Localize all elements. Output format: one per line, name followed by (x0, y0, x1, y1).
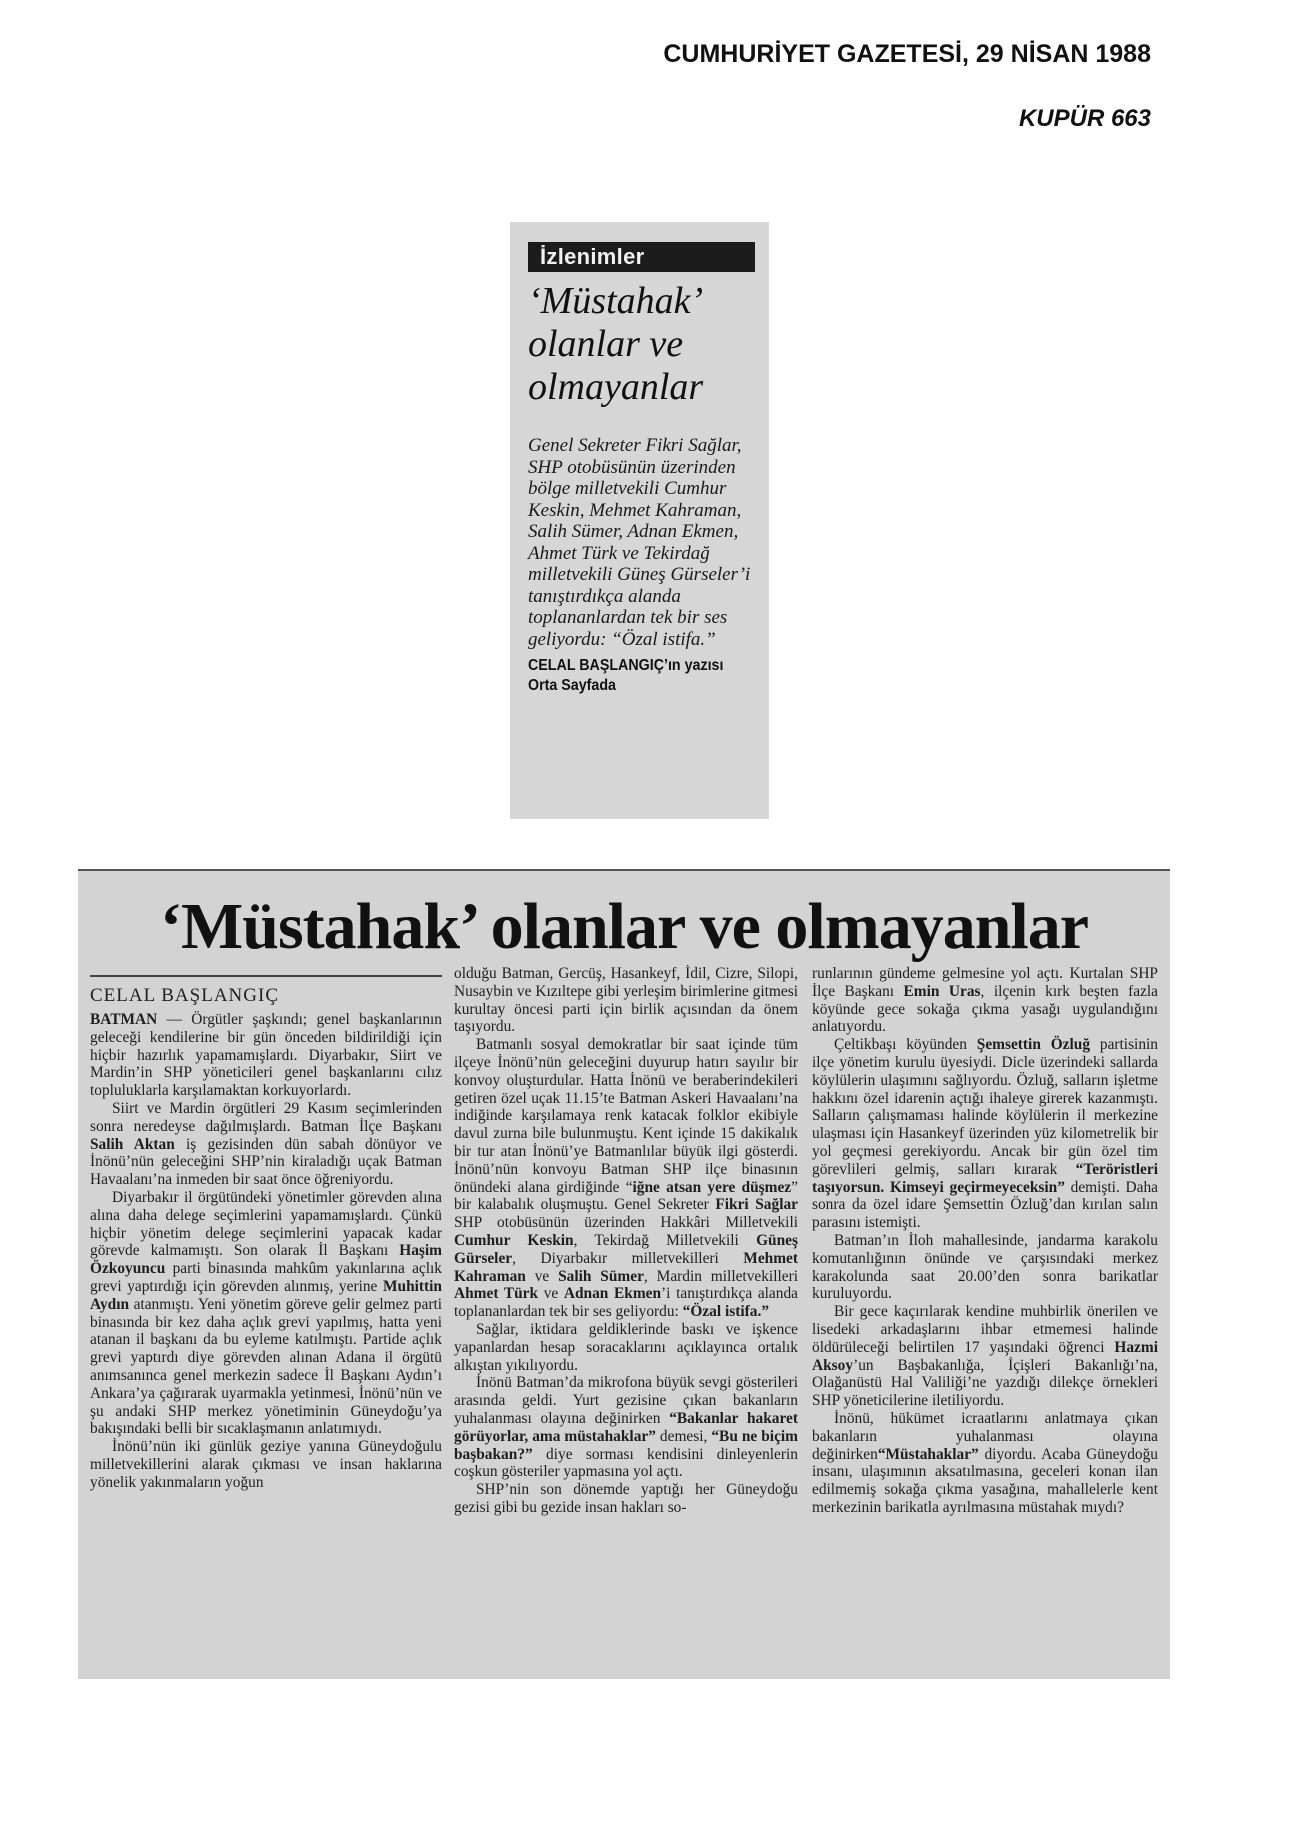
quote: “Müstahaklar” (877, 1445, 979, 1463)
person-name: Fikri Sağlar (715, 1196, 798, 1214)
paragraph-text: , Mardin milletvekilleri (643, 1267, 798, 1285)
article-column-2 (454, 965, 798, 1517)
quote: “Teröristleri taşıyorsun. Kimseyi geçirmeyeceksin” (812, 1160, 1158, 1196)
paragraph: SHP’nin son dönemde yaptığı her Güneydoğu gezisi gibi bu gezide insan hakları so- (454, 1481, 798, 1516)
paragraph-text: Çeltikbaşı köyünden (834, 1036, 977, 1054)
person-name: Mehmet Kahraman (454, 1249, 798, 1285)
person-name: Muhittin Aydın (90, 1277, 442, 1313)
teaser-box (510, 222, 769, 819)
paragraph-text: runlarının gündeme gelmesine yol açtı. Kurtalan SHP İlçe Başkanı (812, 965, 1158, 1000)
paragraph: Batman’ın İloh mahallesinde, jandarma karakolu komutanlığının önünde ve çarşısındaki merkez karakolunda saat 20.00’den sonra barikatlar kuruluyordu. (812, 1231, 1158, 1303)
paragraph-text: demişti. Daha sonra da özel idare Şemsettin Özluğ’dan kırılan salın parasını istemişti. (812, 1178, 1158, 1232)
person-name: Güneş Gürseler (454, 1231, 798, 1267)
article-column-3 (812, 965, 1158, 1517)
paragraph-text: Siirt ve Mardin örgütleri 29 Kasım seçimlerinden sonra neredeyse dağılmışlardı. Batman İlçe Başkanı (90, 1099, 442, 1135)
paragraph-text: Bir gece kaçırılarak kendine muhbirlik önerilen ve lisedeki arkadaşlarını ihbar etmemesi halinde öldürüleceği belirtilen 17 yaşındaki öğrenci (812, 1303, 1158, 1356)
paragraph-text: İnönü Batman’da mikrofona büyük sevgi gösterileri arasında geldi. Yurt gezisine çıkan bakanların yuhalanması olayına değinirken (454, 1374, 798, 1427)
paragraph (812, 1410, 1158, 1517)
person-name: Ahmet Türk (454, 1285, 539, 1303)
paragraph-text: partisinin ilçe yönetim kurulu üyesiydi. Dicle üzerindeki sallarda köylülerin ulaşımını sağlıyordu. Özluğ, salların işletme hakkını özel idarenin açtığı ihaleye girerek kazanmıştı. Salların çalışmaması halinde köylülerin il merkezine ulaşması için Hasankeyf üzerinden yüz kilometrelik bir yol geçmesi gerekiyordu. Ancak bir gün özel tim görevlileri gelmiş, salları kırarak (812, 1036, 1159, 1178)
quote: “Bu ne biçim başbakan?” (454, 1427, 799, 1463)
paragraph (90, 1100, 442, 1189)
paragraph-text: Batmanlı sosyal demokratlar bir saat içinde tüm ilçeye İnönü’nün geleceğini duyurup hatırı sayılır bir konvoy oluşturdular. Hatta İnönü ve beraberindekileri getiren özel uçak 11.15’te Batman Askeri Havaalanı’na indiğinde karşılamaya renk katacak folklor ekibiyle davul zurna bile bulunmuştu. Kent içinde 15 dakikalık bir tur atan İnönü’ye Batmanlılar büyük ilgi gösterdi. İnönü’nün konvoyu Batman SHP ilçe binasının önündeki alana girdiğinde “ (454, 1036, 798, 1196)
person-name: Adnan Ekmen (563, 1285, 662, 1303)
article-rule (78, 869, 1170, 871)
paragraph-text: , ilçenin kırk beşten fazla köyünde gece sokağa çıkma yasağı uygulandığını anlatıyordu. (812, 982, 1159, 1036)
person-name: Şemsettin Özluğ (976, 1036, 1091, 1054)
paragraph-text: ve (538, 1285, 564, 1303)
paragraph-text: ’un Başbakanlığa, İçişleri Bakanlığı’na, Olağanüstü Hal Valiliği’ne yazdığı dilekçe örnekleri SHP yöneticilerine iletiliyordu. (812, 1356, 1158, 1410)
paragraph: İnönü’nün iki günlük geziye yanına Güneydoğulu milletvekillerini alarak çıkması ve insan haklarına yönelik yakınmaların yoğun (90, 1438, 442, 1491)
paragraph (812, 965, 1158, 1036)
paragraph-text: ’i tanıştırdıkça alanda toplananlardan tek bir ses geliyordu: (454, 1285, 798, 1321)
dateline: BATMAN (90, 1011, 158, 1028)
section-tag: İzlenimler (528, 242, 755, 272)
paragraph-text: parti binasında mahkûm yakınlarına açlık grevi yaptırdığı için görevden alınmış, yerine (90, 1260, 442, 1295)
teaser-summary: Genel Sekreter Fikri Sağlar, SHP otobüsünün üzerinden bölge milletvekili Cumhur Keskin, Mehmet Kahraman, Salih Sümer, Adnan Ekmen, Ahmet Türk ve Tekirdağ milletvekili Güneş Gürseler’i tanıştırdıkça alanda toplananlardan tek bir ses geliyordu: “Özal istifa.” (528, 435, 751, 650)
paragraph-text: demesi, (655, 1427, 712, 1445)
paragraph-text: Diyarbakır il örgütündeki yönetimler görevden alına alına daha delege seçimlerini yapamamışlardı. Çünkü hiçbir yönetim delege seçimlerini yapacak kadar görevde kalmamıştı. Son olarak İl Başkanı (90, 1188, 442, 1260)
person-name: Haşim Özkoyuncu (90, 1242, 442, 1278)
paragraph: olduğu Batman, Gercüş, Hasankeyf, İdil, Cizre, Silopi, Nusaybin ve Kızıltepe gibi yerleşim birimlerine gitmesi kurultay öncesi parti için birlik açısından da önem taşıyordu. (454, 965, 798, 1036)
paragraph-text: , Diyarbakır milletvekilleri (512, 1249, 744, 1267)
quote: “Özal istifa.” (682, 1303, 770, 1321)
paragraph-text: ” bir kalabalık oluşmuştu. Genel Sekreter (454, 1178, 798, 1214)
byline: CELAL BAŞLANGIÇ (90, 975, 442, 1007)
paragraph-text: , Tekirdağ Milletvekili (573, 1231, 757, 1249)
paragraph-text: diyordu. Acaba Güneydoğu insanı, ulaşımının aksatılmasına, geceleri konan ilan edilmemiş sokağa çıkma yasağına, mahallelerle kent merkezinin barikatla ayrılmasına müstahak mıydı? (812, 1445, 1158, 1516)
paragraph-text: ve (525, 1267, 559, 1285)
clipping-number: KUPÜR 663 (1018, 105, 1151, 132)
paragraph (812, 1036, 1158, 1232)
article-column-1 (90, 1011, 442, 1492)
paragraph: Sağlar, iktidara geldiklerinde baskı ve işkence yapanlardan hesap soracaklarını açıklayınca ortalık alkıştan yıkılıyordu. (454, 1320, 798, 1374)
paragraph-text: SHP otobüsünün üzerinden Hakkâri Milletvekili (454, 1214, 798, 1232)
paragraph (90, 1189, 442, 1438)
article-clipping (78, 869, 1170, 1679)
quote: “Bakanlar hakaret görüyorlar, ama müstahaklar” (454, 1409, 798, 1445)
person-name: Emin Uras (903, 982, 981, 1000)
person-name: Salih Sümer (558, 1267, 644, 1285)
newspaper-source: CUMHURİYET GAZETESİ, 29 NİSAN 1988 (663, 40, 1151, 68)
paragraph-text: iş gezisinden dün sabah dönüyor ve İnönü’nün geleceğini SHP’nin kiraladığı uçak Batman Havaalanı’na inmeden bir saat önce öğreniyordu. (90, 1135, 443, 1189)
paragraph-text: — Örgütler şaşkındı; genel başkanlarının geleceği kendilerine bir gün önceden bildirildiği için hiçbir hazırlık yapamamışlardı. Diyarbakır, Siirt ve Mardin’in SHP yöneticileri genel başkanlarını cılız topluluklarla karşılamaktan korkuyorlardı. (90, 1011, 442, 1100)
article-headline: ‘Müstahak’ olanlar ve olmayanlar (159, 890, 1089, 963)
person-name: Salih Aktan (90, 1135, 175, 1153)
paragraph-text: atanmıştı. Yeni yönetim göreve gelir gelmez parti binasında bir kez daha açlık grevi yapılmış, hatta yeni atanan il başkanı da bu eyleme katılmıştı. Partide açlık grevi yaptırdı diye görevden alınan Adana il örgütü anımsanınca genel merkezin sadece İl Başkanı Aydın’ı Ankara’ya çağırarak uyarmakla yetinmesi, İnönü’nün ve şu andaki SHP merkez yönetiminin Güneydoğu’ya bakışındaki belli bir sıcaklaşmanın anlatımıydı. (90, 1295, 442, 1438)
teaser-credit: CELAL BAŞLANGIÇ’ın yazısı Orta Sayfada (528, 657, 724, 694)
paragraph (454, 1036, 798, 1321)
paragraph (454, 1374, 798, 1481)
paragraph (90, 1011, 442, 1100)
quote: iğne atsan yere düşmez (632, 1178, 792, 1196)
paragraph-text: İnönü, hükümet icraatlarını anlatmaya çıkan bakanların yuhalanması olayına değinirken (812, 1409, 1158, 1463)
person-name: Hazmi Aksoy (812, 1338, 1158, 1374)
paragraph (812, 1303, 1158, 1410)
person-name: Cumhur Keskin (454, 1231, 574, 1249)
teaser-headline: ‘Müstahak’ olanlar ve olmayanlar (528, 280, 704, 408)
paragraph-text: diye sorması kendisini dinleyenlerin coşkun gösteriler yapmasına yol açtı. (454, 1445, 798, 1481)
